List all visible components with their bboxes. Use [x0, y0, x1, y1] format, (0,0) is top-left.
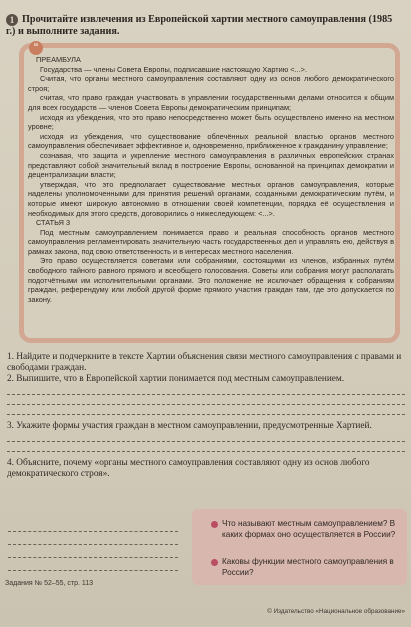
answer-line[interactable] — [8, 544, 178, 545]
review-questions-box — [192, 509, 407, 585]
reference-note: Задания № 52–55, стр. 113 — [5, 580, 94, 587]
review-question-text: Что называют местным самоуправлением? В каких формах оно осуществляется в России? — [222, 519, 396, 539]
article-paragraph: Это право осуществляется советами или собраниями, состоящими из членов, избранных путём свободного тайного равного прямого и всеобщего голосования. Советы или собрания могут располагать подотчётными им исполнительными органами. Это положение не исключает обращения к собраниям граждан, референдуму или любой другой форме прямого участия граждан там, где это допускается по закону. — [28, 256, 394, 304]
quote-icon: “ — [29, 41, 43, 55]
review-question-text: Каковы функции местного самоуправления в России? — [222, 557, 394, 577]
questions-block — [7, 352, 405, 480]
answer-line[interactable] — [8, 570, 178, 571]
question-3: 3. Укажите формы участия граждан в местном самоуправлении, предусмотренные Хартией. — [7, 421, 372, 431]
answer-line[interactable] — [7, 441, 405, 442]
answer-line[interactable] — [8, 557, 178, 558]
task-title-text: Прочитайте извлечения из Европейской хартии местного самоуправления (1985 г.) и выполните задания. — [6, 14, 393, 37]
answer-line[interactable] — [7, 404, 405, 405]
preamble-paragraph: сознавая, что защита и укрепление местного самоуправления в различных европейских странах представляют собой значительный вклад в построение Европы, основанной на принципах демократии и децентрализации власти; — [28, 150, 394, 180]
preamble-paragraph: Государства — члены Совета Европы, подписавшие настоящую Хартию <...>. — [40, 64, 308, 74]
answer-lines-q4 — [8, 519, 178, 571]
bullet-icon — [211, 559, 218, 566]
answer-line[interactable] — [7, 414, 405, 415]
publisher-footer: © Издательство «Национальное образование» — [267, 608, 405, 615]
charter-excerpt — [28, 55, 394, 304]
answer-line[interactable] — [7, 394, 405, 395]
bullet-icon — [211, 521, 218, 528]
preamble-paragraph: Считая, что органы местного самоуправления составляют одну из основ любого демократического строя; — [28, 74, 394, 93]
task-number-badge: 1 — [6, 14, 18, 26]
preamble-paragraph: исходя из убеждения, что существование облечённых реальной властью органов местного самоуправления обеспечивает эффективное и, одновременно, приближенное к гражданину управление; — [28, 131, 394, 151]
preamble-paragraph: считая, что право граждан участвовать в управлении государственными делами относится к общим для всех государств — членов Совета Европы демократическим принципам; — [28, 93, 394, 112]
question-2: 2. Выпишите, что в Европейской хартии понимается под местным самоуправлением. — [7, 374, 345, 384]
article-paragraph: Под местным самоуправлением понимается право и реальная способность органов местного самоуправления регламентировать значительную часть государственных дел и управлять ею, действуя в рамках закона, под свою ответственность и в интересах местного населения. — [28, 227, 394, 256]
question-1: 1. Найдите и подчеркните в тексте Хартии объяснения связи местного самоуправления с правами и свободами граждан. — [7, 352, 402, 373]
task-title — [6, 14, 404, 38]
review-question — [222, 557, 400, 578]
preamble-title: ПРЕАМБУЛА — [36, 55, 81, 64]
article-title: СТАТЬЯ 3 — [36, 218, 71, 228]
question-4: 4. Объясните, почему «органы местного самоуправления составляют одну из основ любого демократического строя». — [7, 458, 370, 479]
answer-line[interactable] — [7, 451, 405, 452]
review-question — [222, 519, 400, 540]
answer-line[interactable] — [8, 531, 178, 532]
preamble-paragraph: утверждая, что это предполагает существование местных органов самоуправления, которые наделены уполномоченными для принятия решений органами, созданными демократическим путём, и которые имеют широкую автономию в отношении своей компетенции, порядка её осуществления и необходимых для этого средств, договорились о нижеследующем: <...>. — [28, 179, 394, 218]
preamble-paragraph: исходя из убеждения, что это право непосредственно может быть осуществлено именно на местном уровне; — [28, 112, 394, 132]
